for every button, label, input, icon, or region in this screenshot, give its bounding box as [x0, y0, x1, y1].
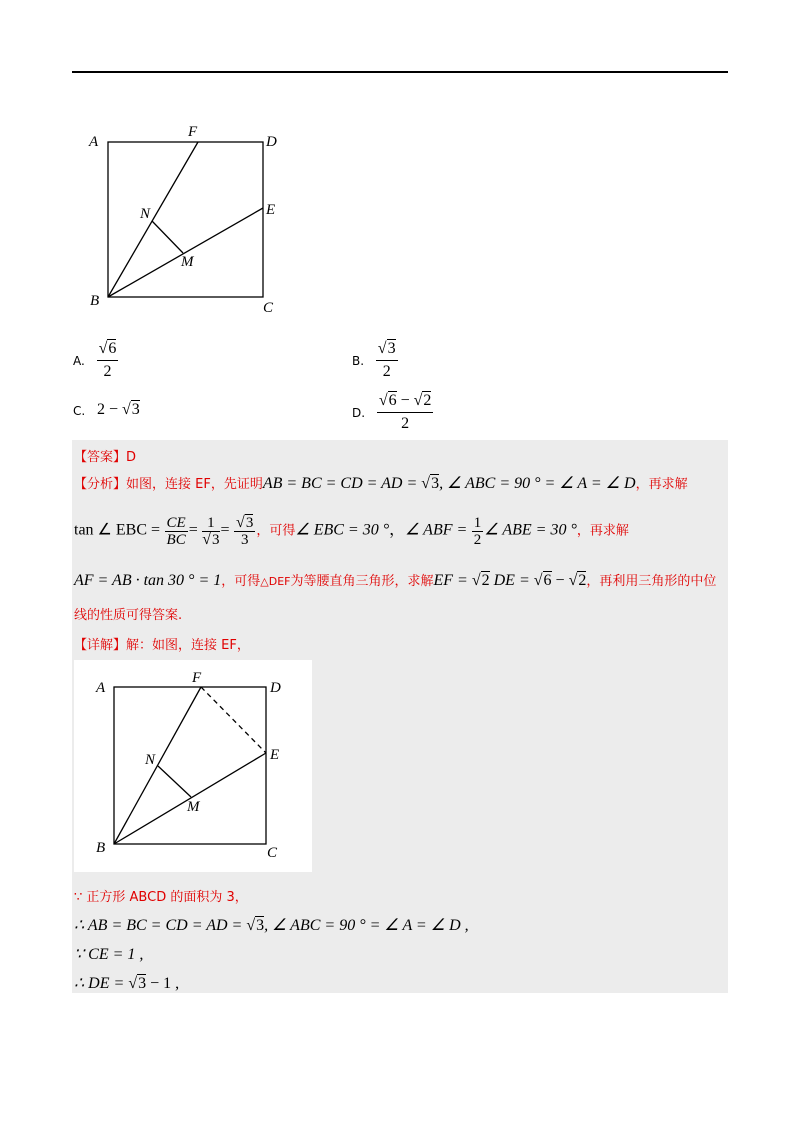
label-m: M [181, 254, 194, 270]
segment-fe-dashed [201, 687, 266, 753]
detail-step-1: ∵ 正方形 ABCD 的面积为 3， [74, 890, 248, 905]
detail-label: 【详解】解：如图，连接 EF， [74, 638, 250, 653]
header-rule [72, 71, 728, 73]
option-c[interactable]: C. 2 − √3 [73, 401, 140, 418]
detail-step-2: ∴ AB = BC = CD = AD = √3, ∠ ABC = 90 ° = ∠ A = ∠ D , [74, 917, 469, 934]
label-e: E [266, 202, 276, 218]
answer-label: 【答案】D [74, 450, 137, 465]
segment-nm [152, 221, 183, 253]
analysis-line-2: tan ∠ EBC = $\frac{CE}{BC}$ = $\frac{1}{√3}$ = $\frac{√3}{3}$ ，可得∠ EBC = 30 °，∠ ABF = $\frac{1}{2}$ ∠ ABE = 30 °，再求解 [74, 514, 629, 548]
analysis-line-4: 线的性质可得答案. [74, 608, 183, 623]
label-d-2: D [270, 680, 281, 696]
option-b[interactable]: B. $\frac{√3}{2}$ [352, 340, 396, 380]
segment-nm-2 [158, 766, 191, 797]
label-f: F [188, 124, 198, 140]
label-a: A [89, 134, 99, 150]
figure-square-2 [74, 660, 312, 872]
square-abcd-2 [114, 687, 266, 844]
analysis-line-1: 【分析】如图，连接 EF，先证明AB = BC = CD = AD = √3, ∠ ABC = 90 ° = ∠ A = ∠ D，再求解 [74, 475, 688, 492]
label-d: D [266, 134, 277, 150]
label-e-2: E [270, 747, 280, 763]
segment-bf-2 [114, 687, 201, 844]
segment-bf [108, 142, 198, 297]
figure-square-1 [85, 122, 315, 322]
label-c: C [263, 300, 274, 316]
detail-step-3: ∵ CE = 1 , [74, 946, 144, 963]
square-abcd [108, 142, 263, 297]
label-b-2: B [96, 840, 106, 856]
label-f-2: F [192, 670, 202, 686]
analysis-line-3: AF = AB · tan 30 ° = 1，可得△DEF为等腰直角三角形，求解EF = √2 DE = √6 − √2，再利用三角形的中位 [74, 572, 717, 589]
option-a[interactable]: A. $\frac{√6}{2}$ [73, 340, 117, 380]
detail-step-4: ∴ DE = √3 − 1 , [74, 975, 180, 992]
option-d[interactable]: D. $\frac{√6 - √2}{2}$ [352, 392, 432, 432]
label-m-2: M [187, 799, 200, 815]
label-n: N [140, 206, 151, 222]
label-n-2: N [145, 752, 156, 768]
label-a-2: A [96, 680, 106, 696]
segment-be [108, 208, 263, 297]
label-c-2: C [267, 845, 278, 861]
label-b: B [90, 293, 100, 309]
